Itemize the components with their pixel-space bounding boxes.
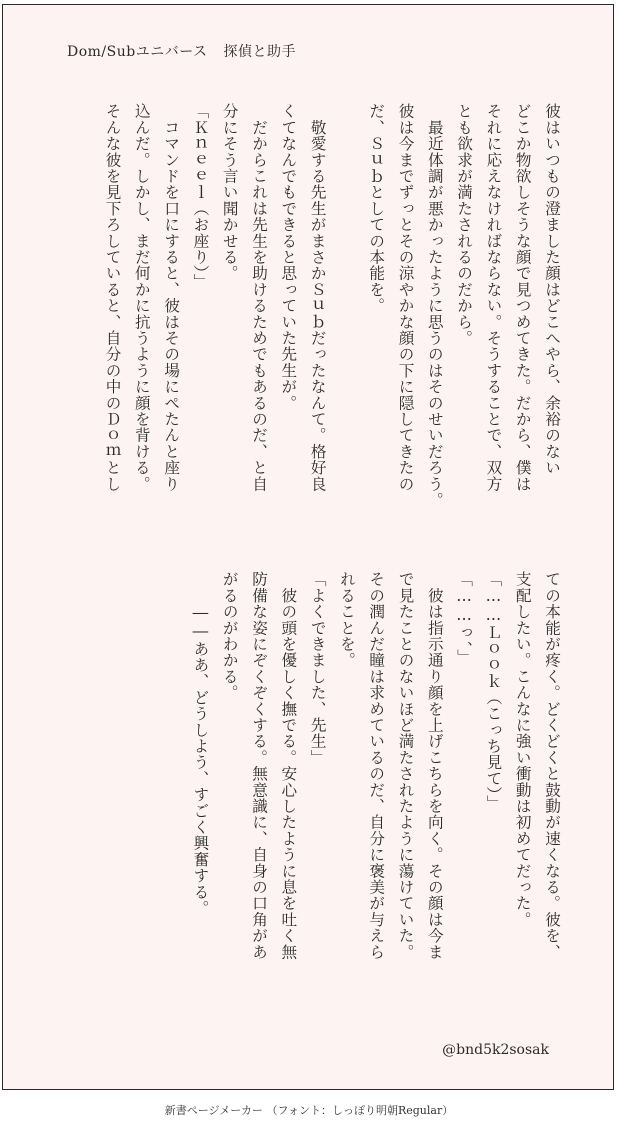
text-line: がるのがわかる。 [220,571,239,701]
text-line: くてなんでもできると思っていた先生が。 [279,103,298,411]
text-line: 「よくできました、先生」 [308,571,327,766]
text-line: 「……Ｌｏｏｋ（こっち見て）」 [484,571,503,811]
text-line: どこか物欲しそうな顔で見つめてきた。だから、僕は [513,103,532,492]
text-line: ての本能が疼く。どくどくと鼓動が速くなる。彼を、 [543,571,561,960]
text-line: 「Ｋｎｅｅｌ（お座り）」 [191,103,210,290]
text-column-top [97,103,566,543]
header-title: Dom/Subユニバース [67,44,208,60]
text-line: れることを。 [337,571,356,669]
generator-credit: 新書ページメーカー （フォント：しっぽり明朝Regular） [164,1104,454,1117]
text-line: 彼は今までずっとその涼やかな顔の下に隠してきたの [396,103,415,492]
text-line: 支配したい。こんなに強い衝動は初めてだった。 [513,571,532,928]
text-line: とも欲求が満たされるのだから。 [455,103,474,346]
novel-page [2,4,614,1090]
text-line: 込んだ。しかし、まだ何かに抗うように顔を背ける。 [132,103,151,492]
text-line: それに応えなければならない。そうすることで、双方 [484,103,503,492]
text-line: だ、Ｓｕｂとしての本能を。 [367,103,386,314]
text-column-bottom [185,571,566,1011]
text-line: 彼はいつもの澄ました顔はどこへやら、余裕のない [543,103,561,476]
text-line: 防備な姿にぞくぞくする。無意識に、自身の口角があ [250,571,269,960]
author-handle: @bnd5k2sosak [442,1042,549,1058]
text-line: 最近体調が悪かったように思うのはそのせいだろう。 [425,103,444,508]
text-line: そんな彼を見下ろしていると、自分の中のＤｏｍとし [103,103,122,492]
text-line: 「……っ、」 [455,571,474,666]
text-line: ――ああ、どうしよう、すごく興奮する。 [191,571,210,916]
text-line: で見たことのないほど満たされたように蕩けていた。 [396,571,415,960]
text-line [332,103,361,543]
text-line: 彼は指示通り顔を上げこちらを向く。その顔は今ま [425,571,444,960]
header-subtitle: 探偵と助手 [223,44,297,60]
text-line: 敬愛する先生がまさかＳｕｂだったなんて。格好良 [308,103,327,492]
text-line: 彼の頭を優しく撫でる。安心したように息を吐く無 [279,571,298,960]
page-header [67,41,296,61]
text-line: コマンドを口にすると、彼はその場にぺたんと座り [162,103,181,492]
text-line: 分にそう言い聞かせる。 [220,103,239,282]
text-line: その潤んだ瞳は求めているのだ、自分に褒美が与えら [367,571,386,960]
text-line: だからこれは先生を助けるためでもあるのだ、と自 [250,103,269,492]
